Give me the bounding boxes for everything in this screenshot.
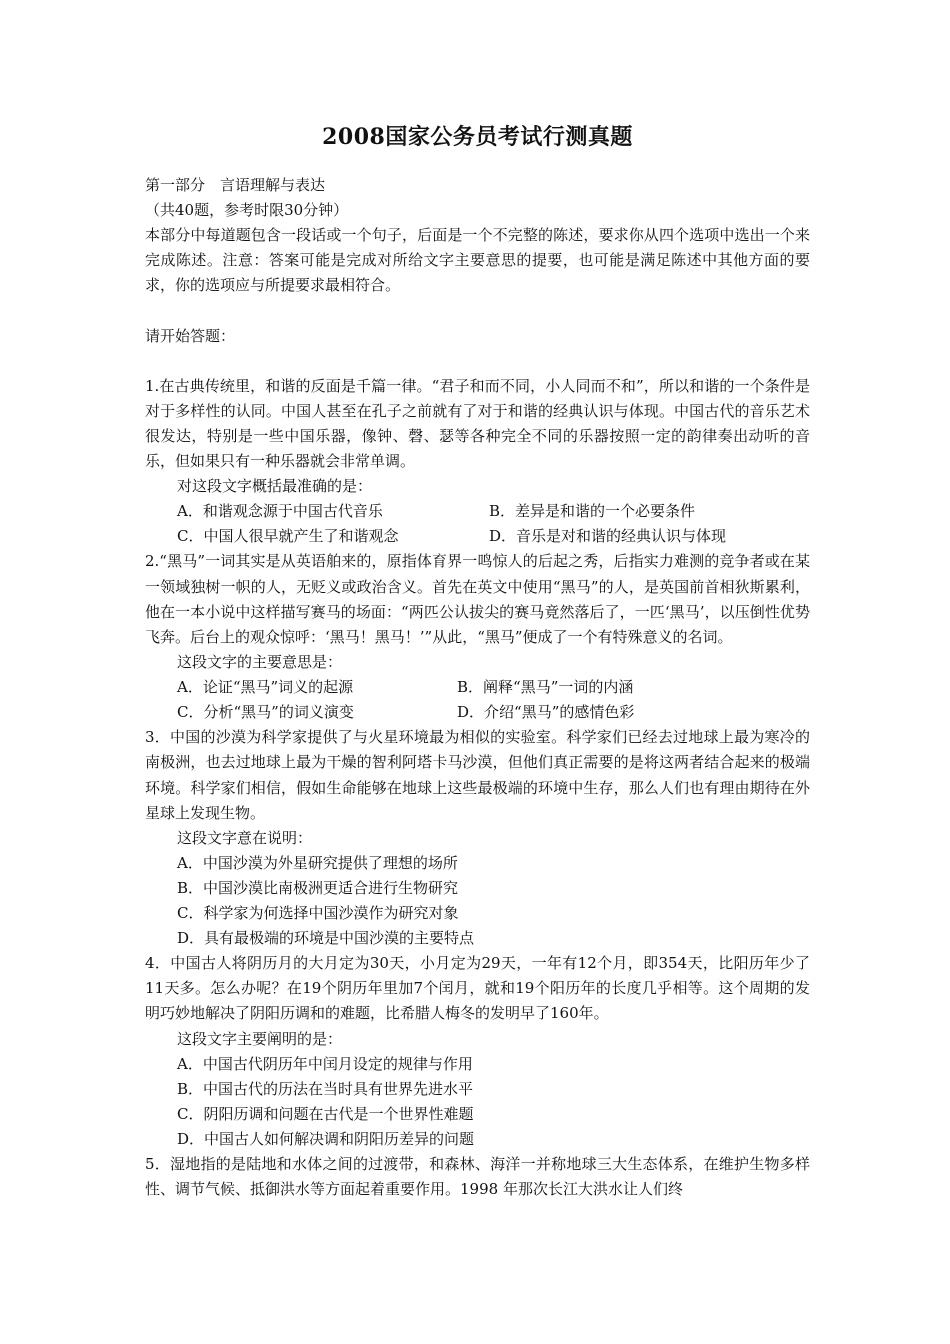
- question-1-text: 1.在古典传统里，和谐的反面是千篇一律。“君子和而不同，小人同而不和”，所以和谐的一个条件是对于多样性的认同。中国人甚至在孔子之前就有了对于和谐的经典认识与体现。中国古代的音乐艺术很发达，特别是一些中国乐器，像钟、磬、瑟等各种完全不同的乐器按照一定的韵律奏出动听的音乐，但如果只有一种乐器就会非常单调。: [145, 376, 810, 471]
- question-2-text: 2.“黑马”一词其实是从英语舶来的，原指体育界一鸣惊人的后起之秀，后指实力难测的竞争者或在某一领域独树一帜的人，无贬义或政治含义。首先在英文中使用“黑马”的人，是英国前首相狄斯累利，他在一本小说中这样描写赛马的场面：“两匹公认拔尖的赛马竟然落后了，一匹‘黑马’，以压倒性优势飞奔。后台上的观众惊呼：‘黑马！黑马！’”从此，“黑马”便成了一个有特殊意义的名词。: [145, 552, 810, 647]
- section-heading: 第一部分 言语理解与表达: [145, 176, 326, 194]
- section-info: （共40题，参考时限30分钟）: [145, 201, 349, 219]
- question-4-option-a: A．中国古代阴历年中闰月设定的规律与作用: [177, 1054, 473, 1073]
- question-3-option-a: A．中国沙漠为外星研究提供了理想的场所: [177, 854, 458, 873]
- question-4-option-b: B．中国古代的历法在当时具有世界先进水平: [177, 1079, 474, 1098]
- question-4-option-c: C．阴阳历调和问题在古代是一个世界性难题: [177, 1104, 474, 1123]
- instructions-paragraph: 本部分中每道题包含一段话或一个句子，后面是一个不完整的陈述，要求你从四个选项中选出一个来完成陈述。注意：答案可能是完成对所给文字主要意思的提要，也可能是满足陈述中其他方面的要求，你的选项应与所提要求最相符合。: [145, 226, 810, 295]
- question-3-option-d: D．具有最极端的环境是中国沙漠的主要特点: [177, 929, 475, 948]
- question-1-option-b: B．差异是和谐的一个必要条件: [489, 502, 696, 521]
- question-2-option-d: D．介绍“黑马”的感情色彩: [457, 703, 635, 722]
- question-3-option-c: C．科学家为何选择中国沙漠作为研究对象: [177, 904, 459, 923]
- question-2-stem: 这段文字的主要意思是：: [177, 653, 343, 672]
- page-title: 2008国家公务员考试行测真题: [322, 124, 633, 150]
- spacer: [145, 349, 810, 374]
- spacer: [145, 299, 810, 324]
- question-3-text: 3．中国的沙漠为科学家提供了与火星环境最为相似的实验室。科学家们已经去过地球上最为寒冷的南极洲，也去过地球上最为干燥的智利阿塔卡马沙漠，但他们真正需要的是将这两者结合起来的极端环境。科学家们相信，假如生命能够在地球上这些最极端的环境中生存，那么人们也有理由期待在外星球上发现生物。: [145, 728, 810, 822]
- question-2-option-a: A．论证“黑马”词义的起源: [177, 678, 354, 697]
- question-1-stem: 对这段文字概括最准确的是：: [177, 477, 373, 496]
- question-1-option-d: D．音乐是对和谐的经典认识与体现: [489, 527, 727, 546]
- question-5-text: 5．湿地指的是陆地和水体之间的过渡带，和森林、海洋一并称地球三大生态体系，在维护生物多样性、调节气候、抵御洪水等方面起着重要作用。1998 年那次长江大洪水让人们终: [145, 1154, 810, 1198]
- document-page: [145, 120, 810, 1202]
- question-1-options-row-1: [145, 499, 810, 524]
- question-2-option-b: B．阐释“黑马”一词的内涵: [457, 678, 634, 697]
- question-3-stem: 这段文字意在说明：: [177, 829, 313, 848]
- question-2-option-c: C．分析“黑马”的词义演变: [177, 703, 354, 722]
- question-3-option-b: B．中国沙漠比南极洲更适合进行生物研究: [177, 879, 459, 898]
- question-4-text: 4．中国古人将阴历月的大月定为30天，小月定为29天，一年有12个月，即354天，比阳历年少了11天多。怎么办呢？在19个阴历年里加7个闰月，就和19个阳历年的长度几乎相等。这个周期的发明巧妙地解决了阴阳历调和的难题，比希腊人梅冬的发明早了160年。: [145, 954, 810, 1023]
- start-prompt: 请开始答题：: [145, 326, 236, 345]
- question-2-options-row-2: [145, 700, 810, 725]
- question-4-option-d: D．中国古人如何解决调和阴阳历差异的问题: [177, 1129, 475, 1148]
- question-1-options-row-2: [145, 524, 810, 549]
- question-2-options-row-1: [145, 675, 810, 700]
- question-1-option-a: A．和谐观念源于中国古代音乐: [177, 502, 383, 521]
- question-4-stem: 这段文字主要阐明的是：: [177, 1029, 343, 1048]
- question-1-option-c: C．中国人很早就产生了和谐观念: [177, 527, 399, 546]
